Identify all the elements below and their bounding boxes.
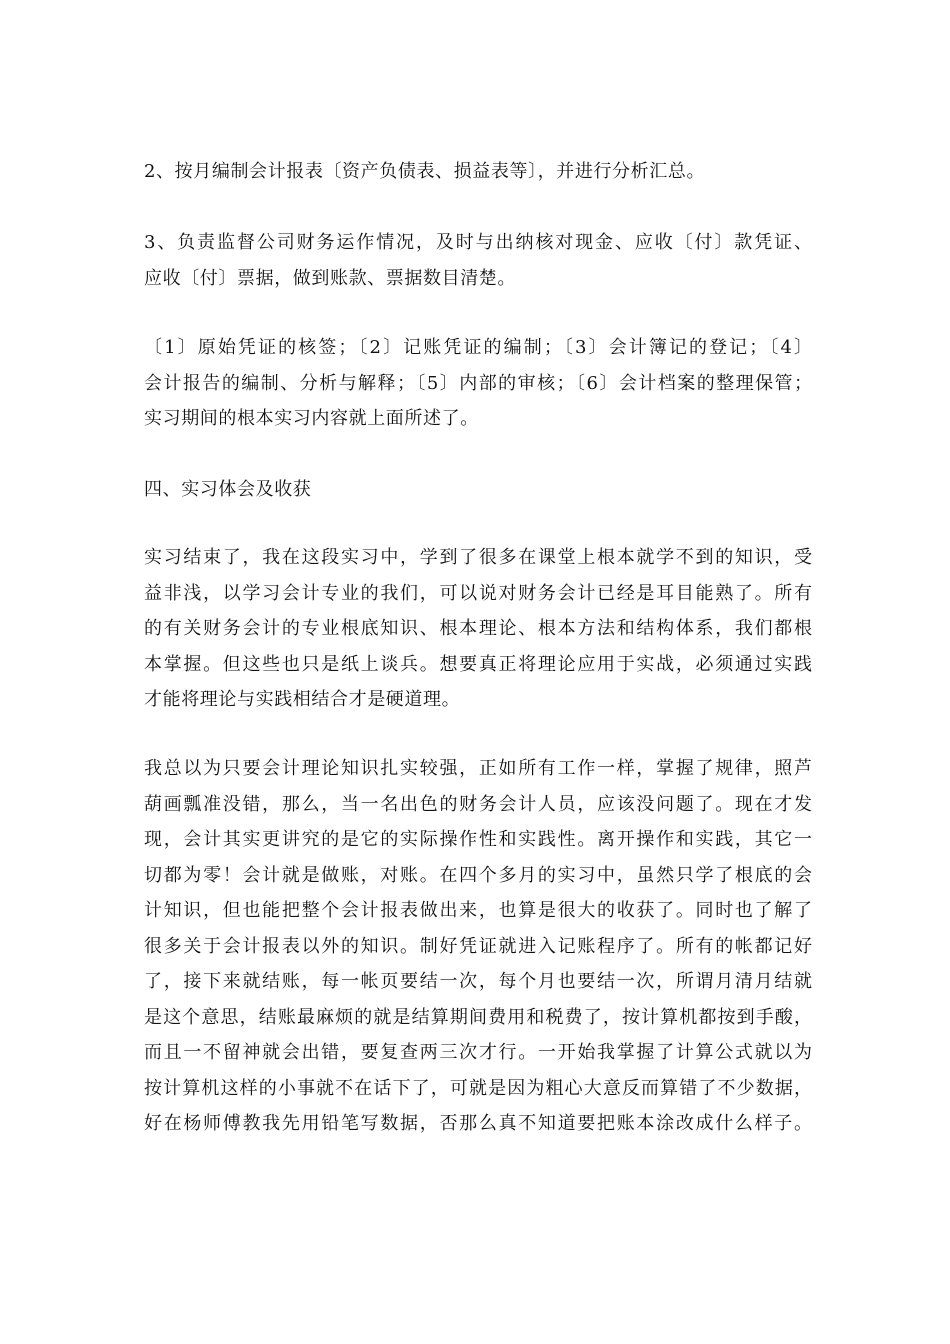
text-line: 本掌握。但这些也只是纸上谈兵。想要真正将理论应用于实战，必须通过实践	[144, 653, 812, 675]
text-line: 很多关于会计报表以外的知识。制好凭证就进入记账程序了。所有的帐都记好	[144, 935, 812, 957]
text-line: 我总以为只要会计理论知识扎实较强，正如所有工作一样，掌握了规律，照芦	[144, 758, 812, 779]
paragraph-item-2	[144, 154, 812, 190]
text-line: 益非浅，以学习会计专业的我们，可以说对财务会计已经是耳目能熟了。所有	[144, 582, 812, 604]
text-line: 的有关财务会计的专业根底知识、根本理论、根本方法和结构体系，我们都根	[144, 618, 812, 639]
text-line: 计知识，但也能把整个会计报表做出来，也算是很大的收获了。同时也了解了	[144, 900, 812, 921]
text-line: 2、按月编制会计报表〔资产负债表、损益表等〕，并进行分析汇总。	[144, 161, 706, 182]
text-line: 而且一不留神就会出错，要复查两三次才行。一开始我掌握了计算公式就以为	[144, 1042, 812, 1063]
paragraph-reflection-1	[144, 540, 812, 718]
text-line: 是这个意思，结账最麻烦的就是结算期间费用和税费了，按计算机都按到手酸，	[144, 1006, 812, 1028]
text-line: 现，会计其实更讲究的是它的实际操作性和实践性。离开操作和实践，其它一	[144, 829, 812, 850]
text-line: 实习期间的根本实习内容就上面所述了。	[144, 408, 479, 429]
paragraph-work-list	[144, 330, 812, 437]
text-line: 好在杨师傅教我先用铅笔写数据，否那么真不知道要把账本涂改成什么样子。	[144, 1113, 812, 1134]
text-line: 葫画瓢准没错，那么，当一名出色的财务会计人员，应该没问题了。现在才发	[144, 793, 812, 815]
text-line: 会计报告的编制、分析与解释；〔5〕内部的审核；〔6〕会计档案的整理保管；	[144, 372, 812, 394]
text-line: 才能将理论与实践相结合才是硬道理。	[144, 689, 461, 710]
text-line: 切都为零！会计就是做账，对账。在四个多月的实习中，虽然只学了根底的会	[144, 864, 812, 886]
text-line: 〔1〕原始凭证的核签；〔2〕记账凭证的编制；〔3〕会计簿记的登记；〔4〕	[144, 337, 812, 358]
text-line: 了，接下来就结账，每一帐页要结一次，每个月也要结一次，所谓月清月结就	[144, 971, 812, 992]
text-line: 应收〔付〕票据，做到账款、票据数目清楚。	[144, 267, 516, 289]
section-heading	[144, 472, 812, 508]
text-line: 实习结束了，我在这段实习中，学到了很多在课堂上根本就学不到的知识，受	[144, 547, 812, 568]
text-line: 3、负责监督公司财务运作情况，及时与出纳核对现金、应收〔付〕款凭证、	[144, 232, 812, 253]
paragraph-item-3	[144, 225, 812, 296]
heading-text: 四、实习体会及收获	[144, 479, 312, 500]
text-line: 按计算机这样的小事就不在话下了，可就是因为粗心大意反而算错了不少数据，	[144, 1077, 812, 1099]
paragraph-reflection-2	[144, 751, 812, 1142]
